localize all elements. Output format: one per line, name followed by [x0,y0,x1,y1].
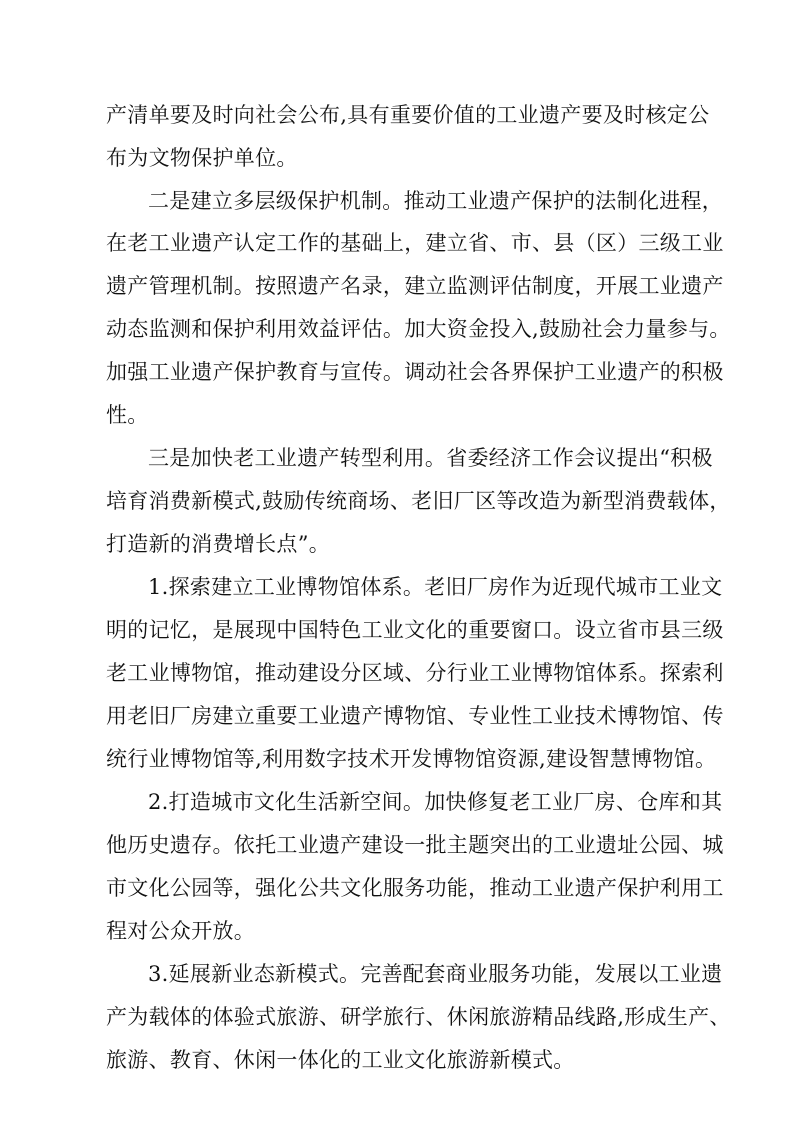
text-line: 统行业博物馆等,利用数字技术开发博物馆资源,建设智慧博物馆。 [106,747,717,771]
paragraph-start-line: 1.探索建立工业博物馆体系。老旧厂房作为近现代城市工业文 [148,575,723,599]
text-line: 用老旧厂房建立重要工业遗产博物馆、专业性工业技术博物馆、传 [106,704,724,728]
paragraph-start-line: 2.打造城市文化生活新空间。加快修复老工业厂房、仓库和其 [148,790,723,814]
text-line: 培育消费新模式,鼓励传统商场、老旧厂区等改造为新型消费载体， [106,489,731,513]
paragraph-start-line: 三是加快老工业遗产转型利用。省委经济工作会议提出“积极 [148,446,713,470]
text-line: 他历史遗存。依托工业遗产建设一批主题突出的工业遗址公园、城 [106,833,724,857]
text-line: 布为文物保护单位。 [106,146,298,170]
text-line: 明的记忆，是展现中国特色工业文化的重要窗口。设立省市县三级 [106,618,724,642]
text-line: 遗产管理机制。按照遗产名录，建立监测评估制度，开展工业遗产 [106,274,724,298]
paragraph-start-line: 3.延展新业态新模式。完善配套商业服务功能，发展以工业遗 [148,962,723,986]
text-line: 程对公众开放。 [106,919,256,943]
text-line: 老工业博物馆，推动建设分区域、分行业工业博物馆体系。探索利 [106,661,724,685]
text-line: 动态监测和保护利用效益评估。加大资金投入,鼓励社会力量参与。 [106,317,731,341]
text-line: 打造新的消费增长点”。 [106,532,331,556]
text-line: 产清单要及时向社会公布,具有重要价值的工业遗产要及时核定公 [106,103,710,127]
text-line: 在老工业遗产认定工作的基础上，建立省、市、县（区）三级工业 [106,231,724,255]
text-line: 市文化公园等，强化公共文化服务功能，推动工业遗产保护利用工 [106,876,724,900]
paragraph-start-line: 二是建立多层级保护机制。推动工业遗产保护的法制化进程， [148,189,724,213]
text-line: 加强工业遗产保护教育与宣传。调动社会各界保护工业遗产的积极 [106,360,724,384]
text-line: 性。 [106,403,149,427]
text-line: 产为载体的体验式旅游、研学旅行、休闲旅游精品线路,形成生产、 [106,1005,731,1029]
text-line: 旅游、教育、休闲一体化的工业文化旅游新模式。 [106,1048,575,1072]
